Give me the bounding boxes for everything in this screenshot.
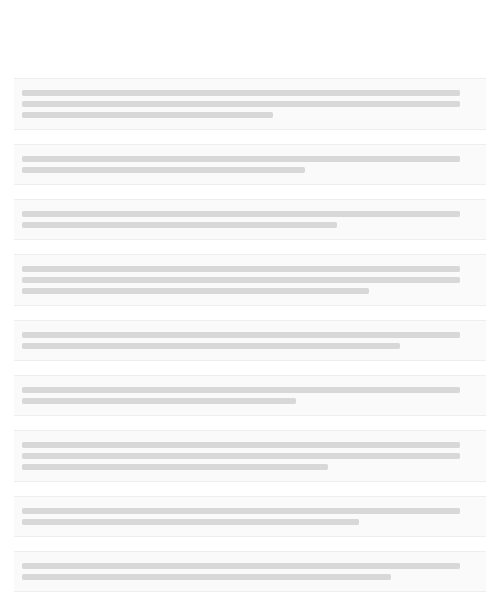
paragraph-block <box>14 199 486 240</box>
text-line-placeholder <box>22 398 296 404</box>
text-line-placeholder <box>22 453 460 459</box>
text-line-placeholder <box>22 266 460 272</box>
text-line-placeholder <box>22 211 460 217</box>
page-title <box>14 8 486 68</box>
paragraph-block <box>14 254 486 306</box>
text-line-placeholder <box>22 442 460 448</box>
text-line-placeholder <box>22 343 400 349</box>
text-line-placeholder <box>22 563 460 569</box>
paragraph-list <box>14 78 486 597</box>
text-line-placeholder <box>22 464 328 470</box>
paragraph-block <box>14 496 486 537</box>
text-line-placeholder <box>22 508 460 514</box>
paragraph-block <box>14 144 486 185</box>
paragraph-block <box>14 78 486 130</box>
text-line-placeholder <box>22 112 273 118</box>
text-line-placeholder <box>22 387 460 393</box>
text-line-placeholder <box>22 574 391 580</box>
paragraph-block <box>14 430 486 482</box>
text-line-placeholder <box>22 288 369 294</box>
text-line-placeholder <box>22 167 305 173</box>
paragraph-block <box>14 375 486 416</box>
paragraph-block <box>14 320 486 361</box>
text-line-placeholder <box>22 222 337 228</box>
text-line-placeholder <box>22 332 460 338</box>
paragraph-block <box>14 551 486 592</box>
text-line-placeholder <box>22 519 359 525</box>
text-line-placeholder <box>22 101 460 107</box>
text-line-placeholder <box>22 277 460 283</box>
text-line-placeholder <box>22 90 460 96</box>
text-line-placeholder <box>22 156 460 162</box>
